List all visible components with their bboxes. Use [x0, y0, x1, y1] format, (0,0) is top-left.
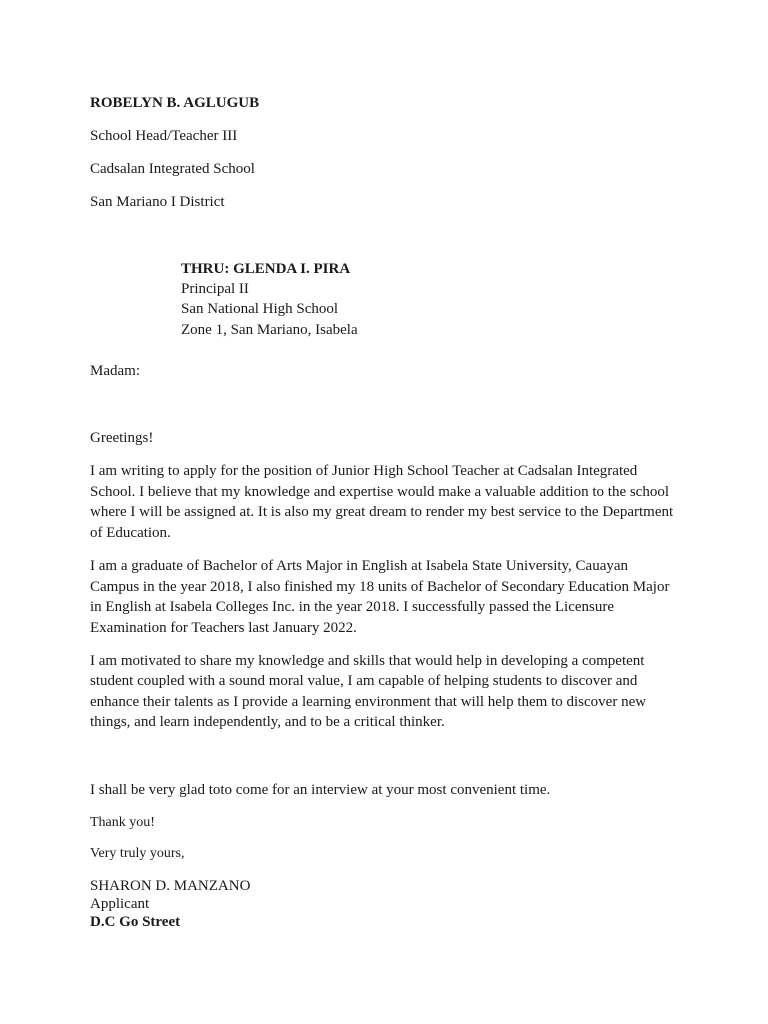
thru-school: San National High School [181, 301, 339, 317]
recipient-district: San Mariano I District [90, 194, 225, 210]
body-paragraph-1-line: School. I believe that my knowledge and expertise would make a valuable addition to the school [90, 484, 670, 500]
body-paragraph-2-line: I am a graduate of Bachelor of Arts Major in English at Isabela State University, Cauayan [90, 558, 629, 574]
body-paragraph-2-line: Examination for Teachers last January 2022. [90, 620, 357, 636]
signer-role: Applicant [90, 896, 150, 912]
signer-name: SHARON D. MANZANO [90, 878, 251, 894]
body-paragraph-1-line: of Education. [90, 525, 171, 541]
thru-address: Zone 1, San Mariano, Isabela [181, 322, 358, 338]
body-paragraph-3-line: student coupled with a sound moral value, I am capable of helping students to discover and [90, 673, 638, 689]
signer-address: D.C Go Street [90, 914, 181, 930]
recipient-school: Cadsalan Integrated School [90, 161, 255, 177]
thru-position: Principal II [181, 281, 249, 297]
body-paragraph-3-line: enhance their talents as I provide a learning environment that will help them to discover new [90, 694, 647, 710]
recipient-name: ROBELYN B. AGLUGUB [90, 95, 260, 111]
closing-thanks: Thank you! [90, 815, 155, 830]
thru-name: THRU: GLENDA I. PIRA [181, 261, 351, 277]
body-paragraph-4: I shall be very glad toto come for an interview at your most convenient time. [90, 782, 551, 798]
greeting: Greetings! [90, 430, 154, 446]
salutation: Madam: [90, 363, 140, 379]
body-paragraph-1-line: where I will be assigned at. It is also my great dream to render my best service to the Department [90, 504, 674, 520]
body-paragraph-1-line: I am writing to apply for the position of Junior High School Teacher at Cadsalan Integrated [90, 463, 638, 479]
closing-valediction: Very truly yours, [90, 846, 185, 861]
recipient-position: School Head/Teacher III [90, 128, 238, 144]
body-paragraph-2-line: in English at Isabela Colleges Inc. in the year 2018. I successfully passed the Licensure [90, 599, 615, 615]
body-paragraph-3-line: things, and learn independently, and to be a critical thinker. [90, 714, 445, 730]
body-paragraph-2-line: Campus in the year 2018, I also finished my 18 units of Bachelor of Secondary Education Major [90, 579, 670, 595]
body-paragraph-3-line: I am motivated to share my knowledge and skills that would help in developing a competent [90, 653, 645, 669]
